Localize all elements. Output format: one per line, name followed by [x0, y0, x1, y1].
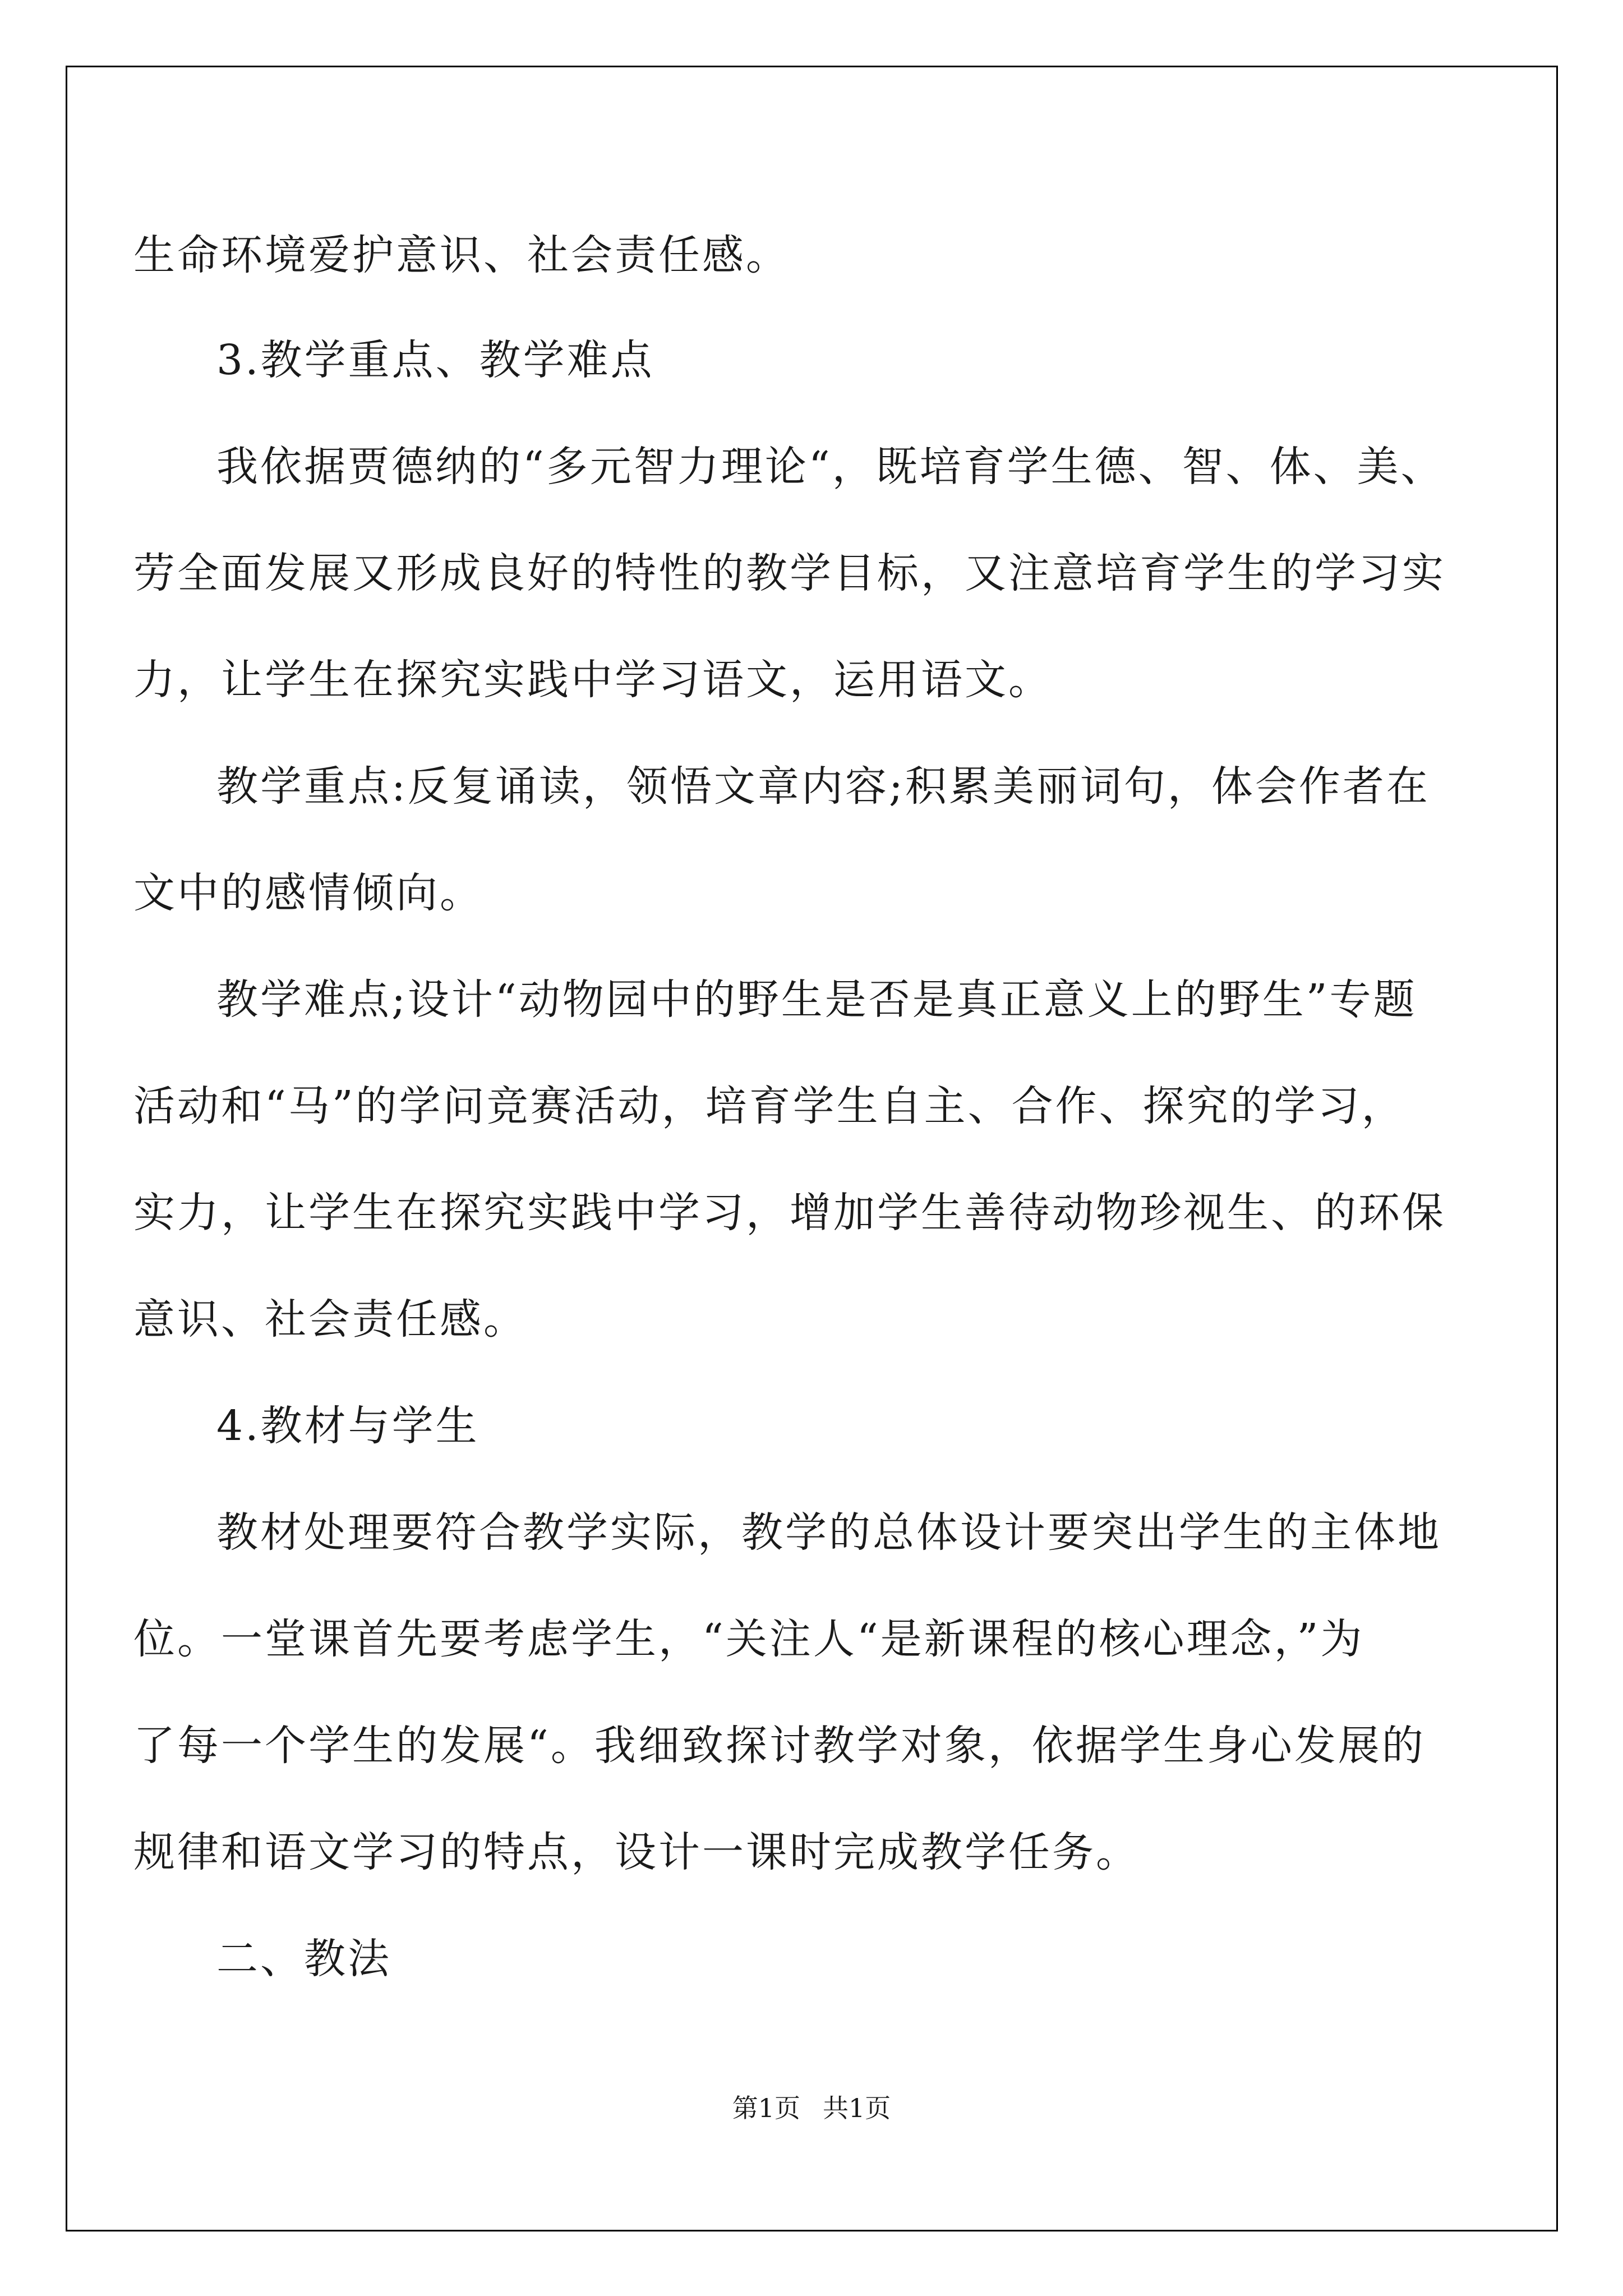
section-heading: 二、教法 [216, 1935, 391, 1983]
page-total: 共1页 [823, 2093, 891, 2123]
paragraph-line: 实力，让学生在探究实践中学习，增加学生善待动物珍视生、的环保 [133, 1189, 1446, 1237]
paragraph-line: 规律和语文学习的特点，设计一课时完成教学任务。 [133, 1828, 1140, 1876]
paragraph-line: 活动和“马”的学问竞赛活动，培育学生自主、合作、探究的学习， [133, 1082, 1405, 1130]
paragraph-line: 教学难点;设计“动物园中的野生是否是真正意义上的野生”专题 [216, 976, 1417, 1024]
page-border [66, 66, 1558, 2231]
page-number: 第1页 [732, 2093, 800, 2123]
paragraph-line: 文中的感情倾向。 [133, 869, 483, 917]
paragraph-line: 教材处理要符合教学实际，教学的总体设计要突出学生的主体地 [216, 1508, 1441, 1557]
paragraph-line: 生命环境爱护意识、社会责任感。 [133, 231, 790, 279]
paragraph-line: 劳全面发展又形成良好的特性的教学目标，又注意培育学生的学习实 [133, 549, 1446, 597]
paragraph-line: 位。一堂课首先要考虑学生，“关注人“是新课程的核心理念，”为 [133, 1615, 1364, 1663]
paragraph-line: 力，让学生在探究实践中学习语文，运用语文。 [133, 656, 1052, 704]
page-footer [0, 2088, 1623, 2125]
section-heading: 4.教材与学生 [216, 1402, 479, 1450]
paragraph-line: 教学重点:反复诵读，领悟文章内容;积累美丽词句，体会作者在 [216, 762, 1430, 811]
section-heading: 3.教学重点、教学难点 [216, 336, 654, 384]
paragraph-line: 了每一个学生的发展“。我细致探讨教学对象，依据学生身心发展的 [133, 1722, 1426, 1770]
paragraph-line: 意识、社会责任感。 [133, 1295, 527, 1343]
paragraph-line: 我依据贾德纳的“多元智力理论“，既培育学生德、智、体、美、 [216, 443, 1445, 491]
